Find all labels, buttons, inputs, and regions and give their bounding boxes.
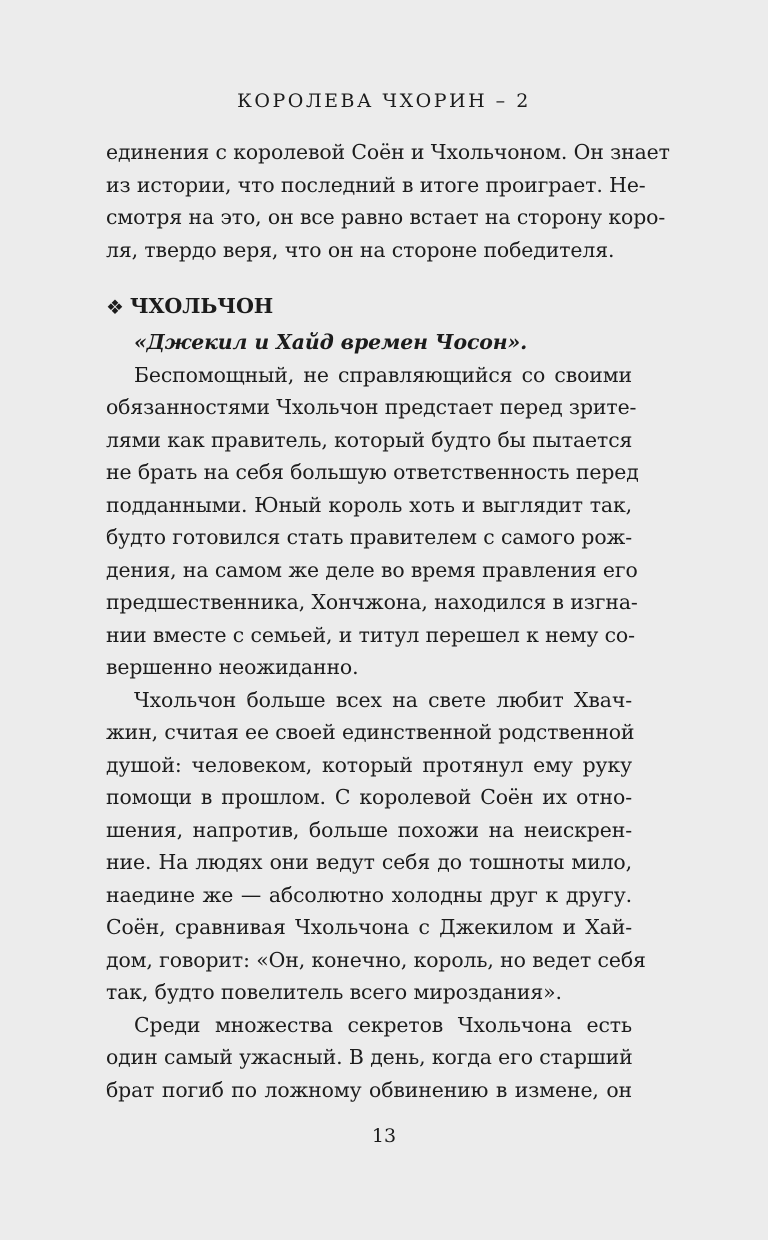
text-line: не брать на себя большую ответственность перед (106, 460, 639, 484)
paragraph (106, 1009, 632, 1107)
text-line: так, будто повелитель всего мироздания». (106, 980, 562, 1004)
text-line: единения с королевой Соён и Чхольчоном. Он знает (106, 140, 670, 164)
text-line: из истории, что последний в итоге проиграет. Не- (106, 172, 646, 197)
section-heading (106, 290, 632, 326)
text-line: будто готовился стать правителем с самого рож- (106, 525, 632, 549)
text-line: предшественника, Хончжона, находился в изгна- (106, 590, 638, 614)
text-line: ние. На людях они ведут себя до тошноты мило, (106, 850, 632, 874)
text-line: лями как правитель, который будто бы пытается (106, 427, 633, 452)
text-line: Беспомощный, не справляющийся со своими (134, 362, 632, 387)
intro-paragraph (106, 136, 670, 266)
text-line: дом, говорит: «Он, конечно, король, но ведет себя (106, 947, 646, 972)
text-line: Соён, сравнивая Чхольчона с Джекилом и Хай- (106, 915, 632, 939)
text-line: Чхольчон больше всех на свете любит Хвач- (134, 687, 632, 712)
text-line: помощи в прошлом. С королевой Соён их отно- (106, 785, 632, 809)
section-subtitle: «Джекил и Хайд времен Чосон». (134, 330, 528, 354)
text-line: душой: человеком, который протянул ему руку (106, 752, 632, 777)
page-number: 13 (371, 1125, 397, 1147)
text-line: брат погиб по ложному обвинению в измене, он (106, 1077, 632, 1102)
text-line: ля, твердо веря, что он на стороне победителя. (106, 237, 615, 262)
text-line: подданными. Юный король хоть и выглядит так, (106, 492, 632, 517)
text-line: нии вместе с семьей, и титул перешел к нему со- (106, 622, 635, 647)
text-line: вершенно неожиданно. (106, 655, 359, 679)
paragraph (106, 684, 646, 1009)
running-head: КОРОЛЕВА ЧХОРИН – 2 (237, 90, 531, 112)
text-line: шения, напротив, больше похожи на неискрен- (106, 817, 632, 842)
text-line: Среди множества секретов Чхольчона есть (134, 1012, 632, 1037)
paragraph (106, 359, 639, 684)
text-line: наедине же — абсолютно холодны друг к другу. (106, 882, 632, 907)
text-line: один самый ужасный. В день, когда его старший (106, 1045, 633, 1069)
section-chholchon (106, 290, 646, 1106)
section-title: ЧХОЛЬЧОН (129, 294, 274, 318)
text-line: смотря на это, он все равно встает на сторону коро- (106, 205, 666, 229)
text-line: жин, считая ее своей единственной родственной (106, 720, 635, 744)
diamond-ornament-icon: ❖ (106, 295, 124, 319)
text-line: дения, на самом же деле во время правления его (106, 557, 638, 582)
text-line: обязанностями Чхольчон предстает перед зрите- (106, 395, 637, 419)
